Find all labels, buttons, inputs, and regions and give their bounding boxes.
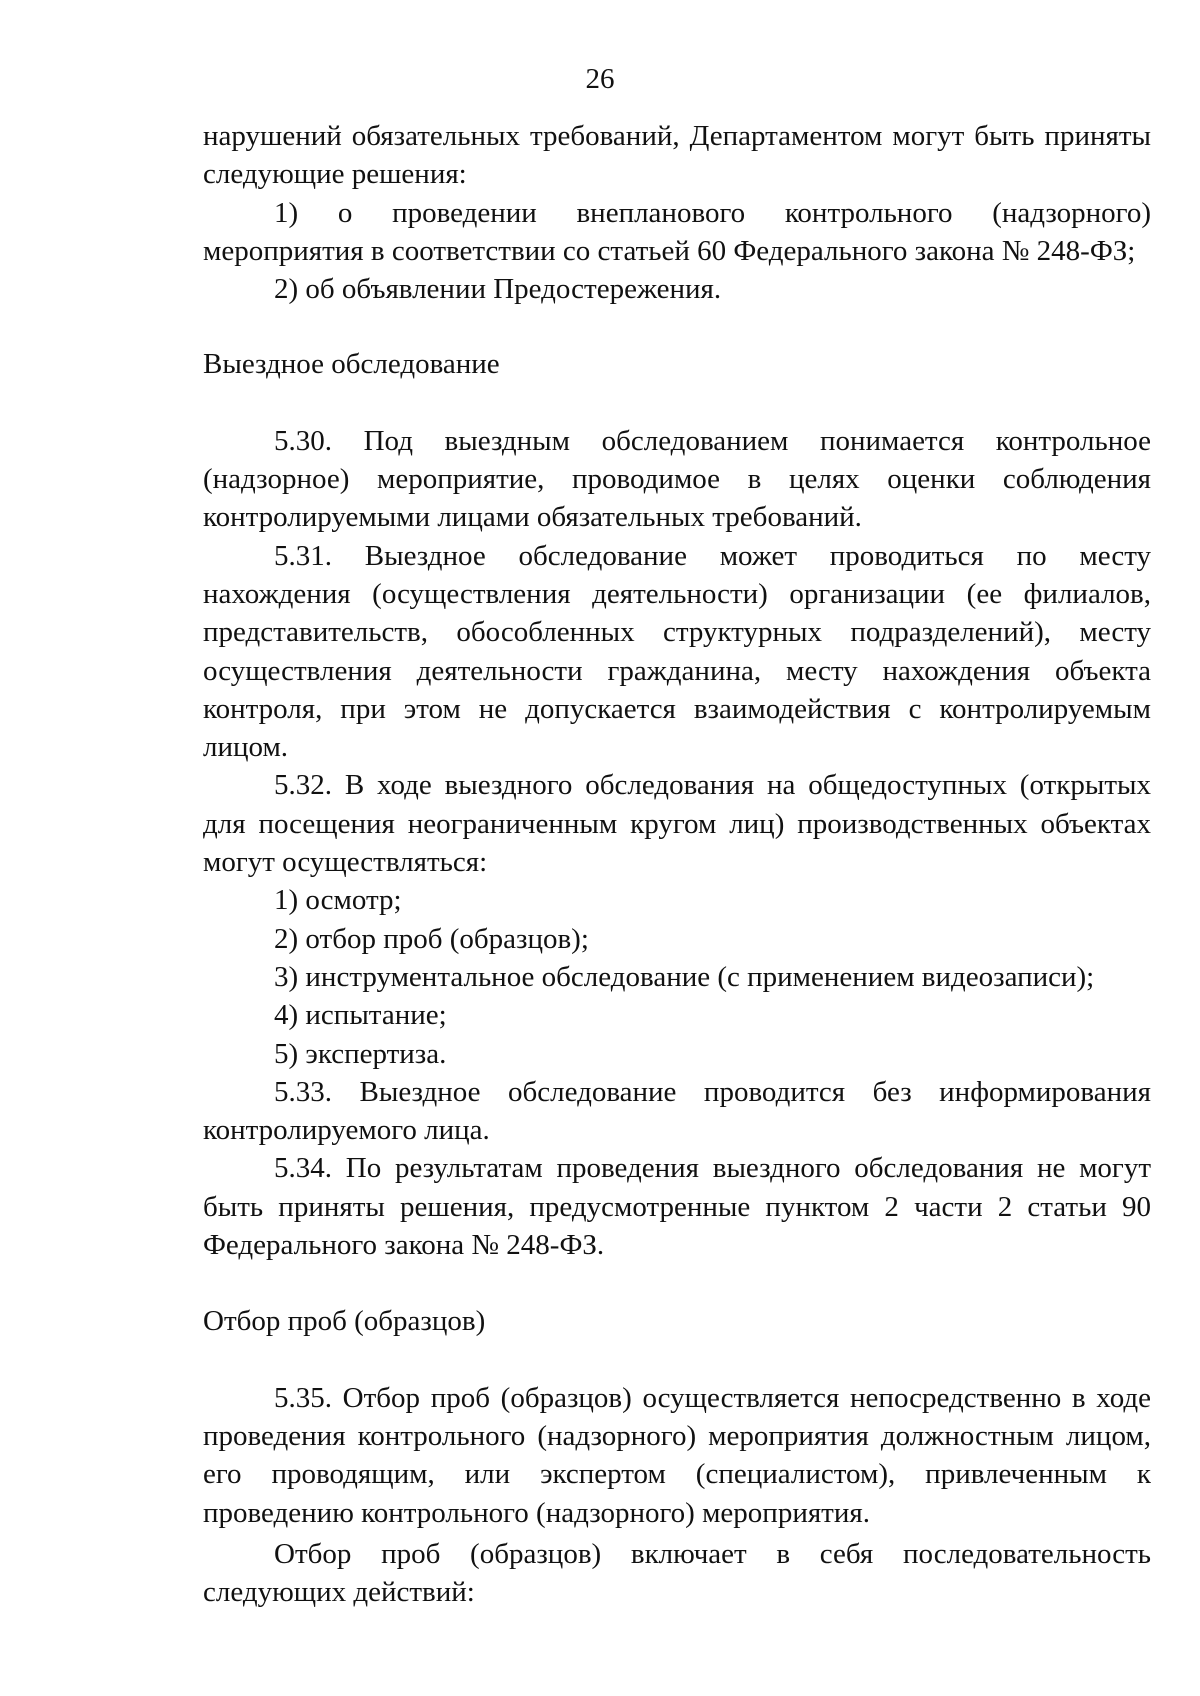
paragraph-5-33: 5.33. Выездное обследование проводится без информирования контролируемого лица. bbox=[203, 1075, 1151, 1147]
section-heading-field-inspection: Выездное обследование bbox=[203, 348, 500, 381]
paragraph-decision-1: 1) о проведении внепланового контрольного (надзорного) мероприятия в соответствии со статьей 60 Федерального закона № 248-ФЗ; bbox=[203, 196, 1151, 267]
paragraph-5-31: 5.31. Выездное обследование может проводиться по месту нахождения (осуществления деятельности) организации (ее филиалов, представительств, обособленных структурных подразделений), месту осуществления деятельности гражданина, месту нахождения объекта контроля, при этом не допускается взаимодействия с контролируемым лицом. bbox=[203, 539, 1151, 764]
paragraph-5-32: 5.32. В ходе выездного обследования на общедоступных (открытых для посещения неограниченным кругом лиц) производственных объектах могут осуществляться: bbox=[203, 769, 1151, 879]
page-number: 26 bbox=[585, 63, 615, 95]
document-body bbox=[203, 117, 1151, 1611]
list-item-inspection: 1) осмотр; bbox=[274, 884, 402, 917]
paragraph-continuation: нарушений обязательных требований, Департаментом могут быть приняты следующие решения: bbox=[203, 120, 1151, 191]
paragraph-decision-2: 2) об объявлении Предостережения. bbox=[274, 273, 722, 306]
section-heading-sampling: Отбор проб (образцов) bbox=[203, 1305, 486, 1338]
list-item-testing: 4) испытание; bbox=[274, 999, 447, 1032]
paragraph-sampling-steps: Отбор проб (образцов) включает в себя последовательность следующих действий: bbox=[203, 1537, 1151, 1609]
paragraph-5-30: 5.30. Под выездным обследованием понимается контрольное (надзорное) мероприятие, проводимое в целях оценки соблюдения контролируемыми лицами обязательных требований. bbox=[203, 424, 1151, 534]
list-item-sampling: 2) отбор проб (образцов); bbox=[274, 922, 589, 955]
paragraph-5-35: 5.35. Отбор проб (образцов) осуществляется непосредственно в ходе проведения контрольного (надзорного) мероприятия должностным лицом, его проводящим, или экспертом (специалистом), привлеченным к проведению контрольного (надзорного) мероприятия. bbox=[203, 1381, 1151, 1529]
list-item-expertise: 5) экспертиза. bbox=[274, 1037, 447, 1070]
list-item-instrumental: 3) инструментальное обследование (с применением видеозаписи); bbox=[274, 960, 1095, 993]
paragraph-5-34: 5.34. По результатам проведения выездного обследования не могут быть приняты решения, предусмотренные пунктом 2 части 2 статьи 90 Федерального закона № 248-ФЗ. bbox=[203, 1152, 1151, 1262]
